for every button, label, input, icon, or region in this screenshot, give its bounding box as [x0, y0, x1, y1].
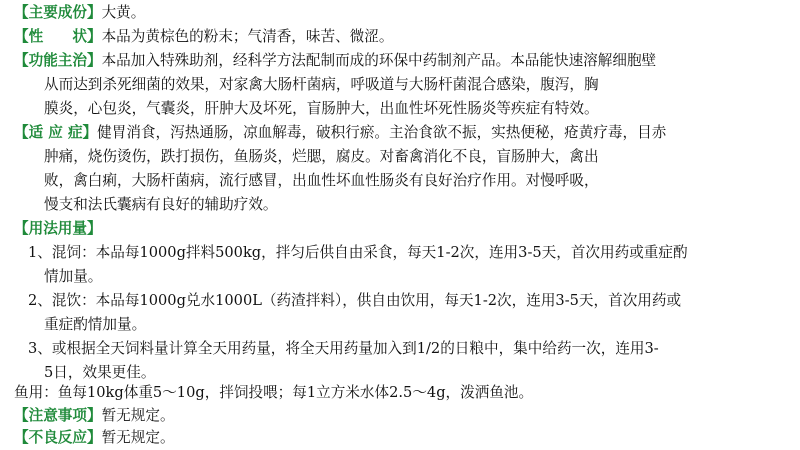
indication-line-2: 肿痛，烧伤烫伤，跌打损伤，鱼肠炎，烂腮，腐皮。对畜禽消化不良，盲肠肿大，禽出 — [44, 148, 599, 165]
usage-item-1-line-2: 情加量。 — [44, 268, 103, 285]
composition-row — [14, 1, 145, 25]
composition-text: 大黄。 — [101, 4, 146, 21]
indication-row — [14, 121, 666, 145]
notes-text: 暂无规定。 — [101, 407, 175, 424]
adverse-row — [14, 426, 175, 450]
function-row — [14, 49, 656, 73]
indication-line-1: 健胃消食，泻热通肠，凉血解毒，破积行瘀。主治食欲不振，实热便秘，疮黄疗毒，目赤 — [97, 124, 667, 141]
notes-tag: 【注意事项】 — [14, 407, 102, 424]
adverse-tag: 【不良反应】 — [14, 429, 102, 446]
indication-line-3: 败，禽白痢，大肠杆菌病，流行感冒，出血性坏血性肠炎有良好治疗作用。对慢呼吸， — [44, 172, 599, 189]
usage-row — [14, 217, 102, 241]
usage-item-3-line-2: 5日，效果更佳。 — [44, 364, 156, 381]
function-line-2: 从而达到杀死细菌的效果，对家禽大肠杆菌病，呼吸道与大肠杆菌混合感染，腹泻，胸 — [44, 76, 599, 93]
usage-fish-line: 鱼用：鱼每10kg体重5～10g，拌饲投喂；每1立方米水体2.5～4g，泼洒鱼池。 — [14, 384, 534, 401]
indication-line-4: 慢支和法氏囊病有良好的辅助疗效。 — [44, 196, 278, 213]
adverse-text: 暂无规定。 — [101, 429, 175, 446]
function-line-3: 膜炎，心包炎，气囊炎，肝肿大及坏死，盲肠肿大，出血性坏死性肠炎等疾症有特效。 — [44, 100, 599, 117]
usage-item-2-line-1: 2、混饮：本品每1000g兑水1000L（药渣拌料），供自由饮用，每天1-2次，连用3-5天，首次用药或 — [28, 292, 682, 309]
appearance-row — [14, 25, 393, 49]
notes-row — [14, 404, 175, 428]
usage-tag: 【用法用量】 — [14, 220, 102, 237]
function-tag: 【功能主治】 — [14, 52, 102, 69]
appearance-tag: 【性 状】 — [14, 28, 102, 45]
usage-item-3-line-1: 3、或根据全天饲料量计算全天用药量，将全天用药量加入到1/2的日粮中，集中给药一次，连用3- — [28, 340, 659, 357]
indication-tag: 【适 应 症】 — [14, 124, 98, 141]
composition-tag: 【主要成份】 — [14, 4, 102, 21]
function-line-1: 本品加入特殊助剂，经科学方法配制而成的环保中药制剂产品。本品能快速溶解细胞壁 — [101, 52, 657, 69]
usage-item-2-line-2: 重症酌情加量。 — [44, 316, 147, 333]
appearance-text: 本品为黄棕色的粉末；气清香，味苦、微涩。 — [101, 28, 394, 45]
usage-item-1-line-1: 1、混饲：本品每1000g拌料500kg，拌匀后供自由采食，每天1-2次，连用3-5天，首次用药或重症酌 — [28, 244, 688, 261]
